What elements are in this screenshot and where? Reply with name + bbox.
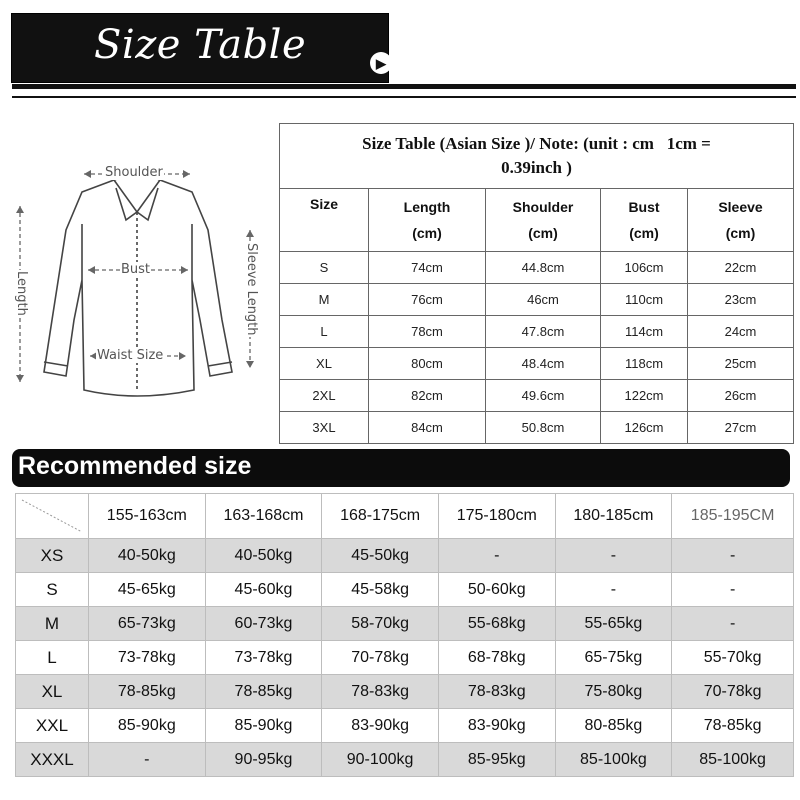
measurement-cell: 44.8cm <box>486 252 601 284</box>
height-range-header: 180-185cm <box>555 494 672 539</box>
height-range-header: 175-180cm <box>438 494 555 539</box>
weight-range-cell: 85-90kg <box>89 709 206 743</box>
header-length-unit: (cm) <box>412 225 442 241</box>
measurement-cell: 22cm <box>688 252 794 284</box>
weight-range-cell: 58-70kg <box>322 607 439 641</box>
weight-range-cell: 78-83kg <box>322 675 439 709</box>
recommended-row <box>16 607 794 641</box>
weight-range-cell: - <box>672 607 794 641</box>
header-size <box>280 189 369 252</box>
measurement-cell: 26cm <box>688 380 794 412</box>
weight-range-cell: 70-78kg <box>672 675 794 709</box>
weight-range-cell: 85-100kg <box>555 743 672 777</box>
header-sleeve <box>688 189 794 252</box>
header-size-name: Size <box>309 196 338 212</box>
weight-range-cell: 70-78kg <box>322 641 439 675</box>
caption-line-2: 0.39inch ) <box>501 158 572 177</box>
bust-label: Bust <box>121 262 151 277</box>
size-table-row <box>280 252 794 284</box>
weight-range-cell: 45-60kg <box>205 573 322 607</box>
measurement-cell: 118cm <box>601 348 688 380</box>
size-table-row <box>280 348 794 380</box>
weight-range-cell: 55-70kg <box>672 641 794 675</box>
header-length-name: Length <box>403 199 451 215</box>
measurement-cell: 25cm <box>688 348 794 380</box>
measurement-cell: 78cm <box>369 316 486 348</box>
weight-range-cell: 40-50kg <box>205 539 322 573</box>
size-label-cell: XXXL <box>16 743 89 777</box>
size-table-row <box>280 316 794 348</box>
weight-range-cell: 68-78kg <box>438 641 555 675</box>
waist-label: Waist Size <box>97 348 164 363</box>
size-label-cell: XXL <box>16 709 89 743</box>
size-label-cell: S <box>16 573 89 607</box>
weight-range-cell: 45-58kg <box>322 573 439 607</box>
recommended-row <box>16 675 794 709</box>
weight-range-cell: 55-68kg <box>438 607 555 641</box>
weight-range-cell: 65-73kg <box>89 607 206 641</box>
recommended-size-table <box>15 493 794 777</box>
weight-range-cell: 50-60kg <box>438 573 555 607</box>
weight-range-cell: 78-85kg <box>672 709 794 743</box>
weight-range-cell: - <box>672 539 794 573</box>
divider-thick <box>12 84 796 89</box>
measurement-cell: 114cm <box>601 316 688 348</box>
weight-range-cell: 45-65kg <box>89 573 206 607</box>
size-cell: 3XL <box>280 412 369 444</box>
measurement-cell: 47.8cm <box>486 316 601 348</box>
shirt-measurement-diagram <box>4 140 274 430</box>
weight-range-cell: 65-75kg <box>555 641 672 675</box>
sleeve-length-label: Sleeve Length <box>244 243 259 336</box>
banner-title: Size Table <box>94 22 307 68</box>
header-shoulder-unit: (cm) <box>528 225 558 241</box>
weight-range-cell: - <box>438 539 555 573</box>
size-table-caption <box>280 124 794 189</box>
shoulder-label: Shoulder <box>105 165 163 180</box>
asian-size-table <box>279 123 794 444</box>
height-range-header: 185-195CM <box>672 494 794 539</box>
measurement-cell: 122cm <box>601 380 688 412</box>
height-range-header: 168-175cm <box>322 494 439 539</box>
measurement-cell: 48.4cm <box>486 348 601 380</box>
header-sleeve-unit: (cm) <box>725 225 756 241</box>
header-bust <box>601 189 688 252</box>
header-sleeve-name: Sleeve <box>718 199 763 215</box>
shirt-illustration-icon <box>4 140 274 430</box>
measurement-cell: 80cm <box>369 348 486 380</box>
header-shoulder <box>486 189 601 252</box>
weight-range-cell: 73-78kg <box>205 641 322 675</box>
weight-range-cell: 83-90kg <box>438 709 555 743</box>
measurement-cell: 23cm <box>688 284 794 316</box>
height-range-header: 163-168cm <box>205 494 322 539</box>
size-label-cell: L <box>16 641 89 675</box>
weight-range-cell: - <box>672 573 794 607</box>
header-bust-unit: (cm) <box>629 225 659 241</box>
weight-range-cell: - <box>555 539 672 573</box>
size-table-row <box>280 284 794 316</box>
measurement-cell: 76cm <box>369 284 486 316</box>
recommended-row <box>16 573 794 607</box>
weight-range-cell: 85-95kg <box>438 743 555 777</box>
recommended-row <box>16 743 794 777</box>
weight-range-cell: - <box>89 743 206 777</box>
size-label-cell: XL <box>16 675 89 709</box>
header-length <box>369 189 486 252</box>
size-cell: L <box>280 316 369 348</box>
play-arrow-icon: ▶ <box>370 52 392 74</box>
weight-range-cell: 45-50kg <box>322 539 439 573</box>
weight-range-cell: 90-100kg <box>322 743 439 777</box>
recommended-row <box>16 539 794 573</box>
size-table-row <box>280 380 794 412</box>
size-table-row <box>280 412 794 444</box>
measurement-cell: 126cm <box>601 412 688 444</box>
size-cell: M <box>280 284 369 316</box>
weight-range-cell: 85-90kg <box>205 709 322 743</box>
weight-range-cell: 55-65kg <box>555 607 672 641</box>
weight-range-cell: 90-95kg <box>205 743 322 777</box>
measurement-cell: 49.6cm <box>486 380 601 412</box>
weight-range-cell: - <box>555 573 672 607</box>
recommended-size-title: Recommended size <box>18 452 252 480</box>
recommended-row <box>16 709 794 743</box>
size-cell: 2XL <box>280 380 369 412</box>
weight-range-cell: 78-85kg <box>205 675 322 709</box>
diagonal-line-icon <box>16 494 88 538</box>
header-shoulder-name: Shoulder <box>512 199 574 215</box>
weight-range-cell: 75-80kg <box>555 675 672 709</box>
size-label-cell: XS <box>16 539 89 573</box>
weight-range-cell: 83-90kg <box>322 709 439 743</box>
measurement-cell: 27cm <box>688 412 794 444</box>
recommended-row <box>16 641 794 675</box>
weight-range-cell: 73-78kg <box>89 641 206 675</box>
size-table-banner <box>12 14 388 82</box>
weight-range-cell: 85-100kg <box>672 743 794 777</box>
weight-range-cell: 78-85kg <box>89 675 206 709</box>
corner-diagonal-cell <box>16 494 89 539</box>
size-cell: XL <box>280 348 369 380</box>
measurement-cell: 84cm <box>369 412 486 444</box>
recommended-header-row <box>16 494 794 539</box>
header-bust-name: Bust <box>628 199 660 215</box>
measurement-cell: 50.8cm <box>486 412 601 444</box>
caption-line-1: Size Table (Asian Size )/ Note: (unit : cm 1cm = <box>362 134 711 153</box>
measurement-cell: 110cm <box>601 284 688 316</box>
weight-range-cell: 80-85kg <box>555 709 672 743</box>
measurement-cell: 82cm <box>369 380 486 412</box>
measurement-cell: 74cm <box>369 252 486 284</box>
height-range-header: 155-163cm <box>89 494 206 539</box>
divider-thin <box>12 96 796 98</box>
size-cell: S <box>280 252 369 284</box>
measurement-cell: 106cm <box>601 252 688 284</box>
measurement-cell: 24cm <box>688 316 794 348</box>
weight-range-cell: 78-83kg <box>438 675 555 709</box>
size-table-header-row <box>280 189 794 252</box>
weight-range-cell: 40-50kg <box>89 539 206 573</box>
length-label: Length <box>14 271 29 316</box>
measurement-cell: 46cm <box>486 284 601 316</box>
size-label-cell: M <box>16 607 89 641</box>
weight-range-cell: 60-73kg <box>205 607 322 641</box>
recommended-size-header <box>12 449 790 487</box>
